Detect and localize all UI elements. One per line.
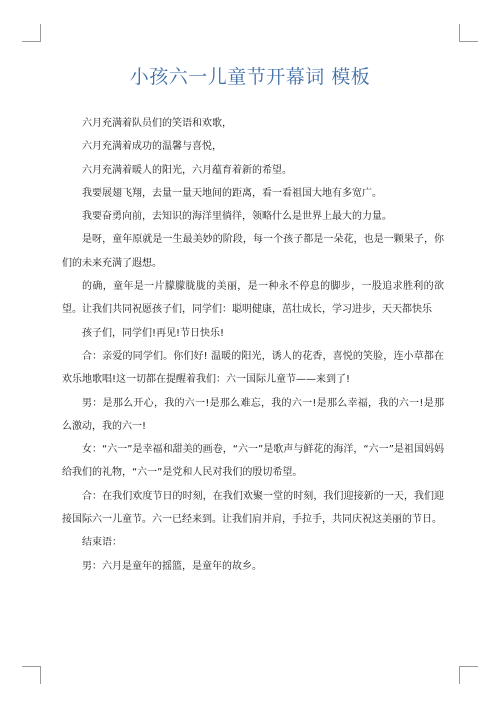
paragraph: 六月充满着成功的温馨与喜悦， — [82, 141, 222, 153]
paragraph: 的确，童年是一片朦朦胧胧的美丽，是一种永不停息的脚步，一股追求胜利的欲望。让我们共同祝愿孩子们，同学们：聪明健康，茁壮成长，学习进步，天天都快乐 — [62, 281, 444, 316]
paragraph: 是呀，童年原就是一生最美妙的阶段，每一个孩子都是一朵花，也是一颗果子，你们的未来充满了遐想。 — [62, 234, 444, 269]
crop-mark-bottom-right-v — [459, 666, 460, 684]
crop-mark-top-left-h — [22, 41, 40, 42]
paragraph: 合：亲爱的同学们。你们好! 温暖的阳光，诱人的花香，喜悦的笑脸，连小草都在欢乐地歌唱!这一切都在提醒着我们：六一国际儿童节——来到了! — [62, 350, 444, 386]
paragraph: 男：是那么开心，我的六一!是那么难忘，我的六一!是那么幸福，我的六一!是那么激动，我的六一! — [62, 397, 444, 432]
document-body — [62, 112, 444, 578]
paragraph: 男：六月是童年的摇篮，是童年的故乡。 — [82, 560, 262, 572]
paragraph: 孩子们，同学们!再见!节日快乐! — [82, 327, 225, 339]
paragraph: 六月充满着暖人的阳光，六月蕴育着新的希望。 — [82, 164, 292, 176]
paragraph: 我要奋勇向前，去知识的海洋里徜徉，领略什么是世界上最大的力量。 — [82, 211, 392, 223]
paragraph: 六月充满着队员们的笑语和欢歌， — [82, 118, 232, 129]
paragraph: 女：“六一”是幸福和甜美的画卷，“六一”是歌声与鲜花的海洋，“六一”是祖国妈妈给我们的礼物，“六一”是党和人民对我们的殷切希望。 — [62, 444, 444, 479]
crop-mark-bottom-left-v — [40, 666, 41, 684]
crop-mark-top-right-h — [460, 41, 478, 42]
crop-mark-bottom-right-h — [460, 666, 478, 667]
crop-mark-bottom-left-h — [22, 666, 40, 667]
paragraph: 结束语： — [82, 537, 122, 549]
paragraph: 我要展翅飞翔，去量一量天地间的距离，看一看祖国大地有多宽广。 — [82, 187, 382, 199]
document-title: 小孩六一儿童节开幕词 模板 — [129, 66, 371, 88]
paragraph: 合：在我们欢度节日的时刻，在我们欢聚一堂的时刻，我们迎接新的一天，我们迎接国际六一儿童节。六一已经来到。让我们肩并肩，手拉手，共同庆祝这美丽的节日。 — [62, 490, 444, 526]
crop-mark-top-right-v — [459, 24, 460, 42]
crop-mark-top-left-v — [40, 24, 41, 42]
